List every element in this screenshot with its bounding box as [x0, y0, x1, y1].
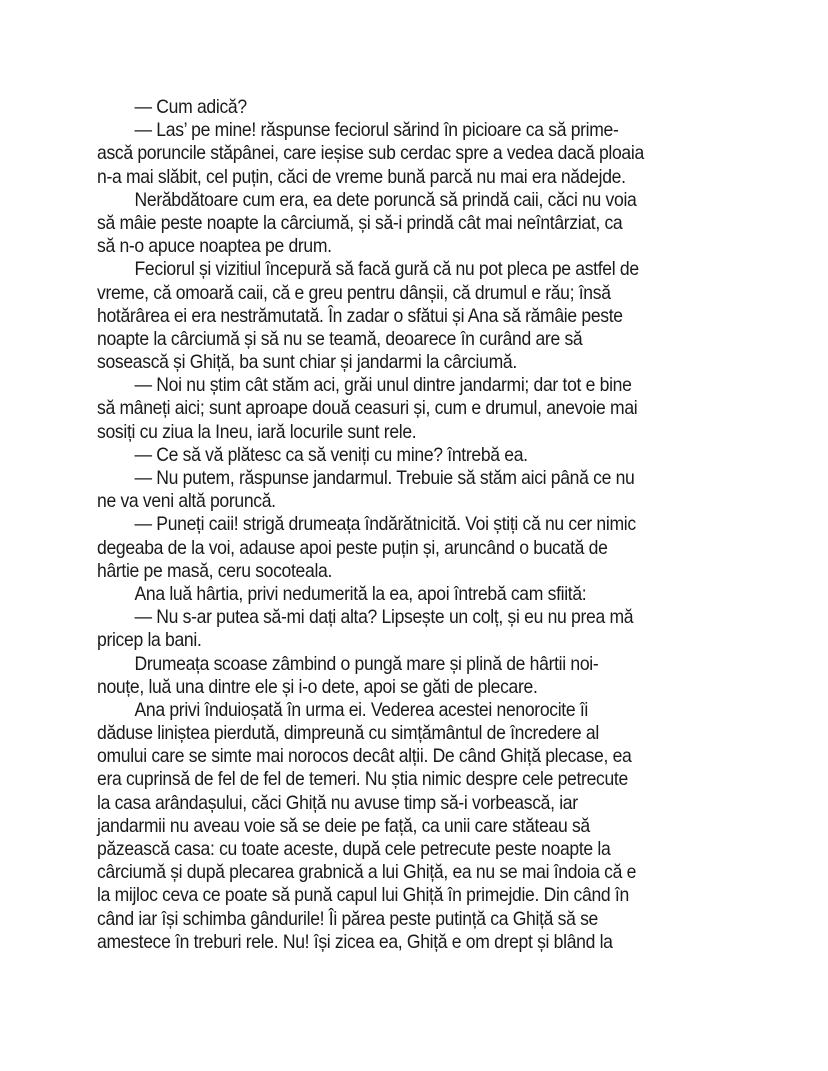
text-line: degeaba de la voi, adause apoi peste puțin și, aruncând o bucată de [97, 537, 608, 559]
text-line: pricep la bani. [97, 630, 202, 652]
text-line: nouțe, luă una dintre ele și i-o dete, apoi se găti de plecare. [97, 676, 538, 698]
text-line: la casa arândașului, căci Ghiță nu avuse timp să-i vorbească, iar [97, 792, 578, 814]
document-page [97, 96, 756, 954]
text-line: să n-o apuce noaptea pe drum. [97, 236, 332, 258]
text-line: — Noi nu știm cât stăm aci, grăi unul dintre jandarmi; dar tot e bine [134, 375, 632, 397]
text-line: era cuprinsă de fel de fel de temeri. Nu știa nimic despre cele petrecute [97, 769, 628, 791]
text-line: amestece în treburi rele. Nu! își zicea ea, Ghiță e om drept și blând la [97, 931, 613, 953]
text-line: sosească și Ghiță, ba sunt chiar și jandarmi la cârciumă. [97, 352, 517, 374]
text-line: când iar își schimba gândurile! Îi părea peste putință ca Ghiță să se [97, 908, 599, 930]
text-line: — Nu s-ar putea să-mi dați alta? Lipsește un colț, și eu nu prea mă [134, 607, 634, 629]
text-line: hotărârea ei era nestrămutată. În zadar o sfătui și Ana să rămâie peste [97, 305, 623, 327]
text-line: Ana privi înduioșată în urma ei. Vederea acestei nenorocite îi [134, 699, 588, 721]
text-line: sosiți cu ziua la Ineu, iară locurile sunt rele. [97, 421, 417, 443]
text-line: dăduse liniștea pierdută, dimpreună cu simțământul de încredere al [97, 723, 599, 745]
text-line: omului care se simte mai norocos decât alții. De când Ghiță plecase, ea [97, 746, 632, 768]
text-line: — Las’ pe mine! răspunse feciorul sărind în picioare ca să prime- [134, 120, 619, 142]
text-line: — Cum adică? [134, 97, 247, 118]
text-line: noapte la cârciumă și să nu se teamă, deoarece în curând are să [97, 328, 583, 350]
text-line: Drumeața scoase zâmbind o pungă mare și plină de hârtii noi- [134, 653, 599, 675]
text-line: jandarmii nu aveau voie să se deie pe față, ca unii care stăteau să [97, 815, 590, 837]
text-line: la mijloc ceva ce poate să pună capul lui Ghiță în primejdie. Din când în [97, 885, 629, 907]
text-line: cârciumă și după plecarea grabnică a lui Ghiță, ea nu se mai îndoia că e [97, 862, 637, 884]
text-line: — Nu putem, răspunse jandarmul. Trebuie să stăm aici până ce nu [134, 468, 635, 489]
text-line: n-a mai slăbit, cel puțin, căci de vreme bună parcă nu mai era nădejde. [97, 166, 626, 188]
text-line: să mâneți aici; sunt aproape două ceasuri și, cum e drumul, anevoie mai [97, 398, 638, 420]
text-line: păzească casa: cu toate aceste, după cele petrecute peste noapte la [97, 839, 611, 860]
text-line: ască poruncile stăpânei, care ieșise sub cerdac spre a vedea dacă ploaia [97, 143, 644, 165]
text-line: ne va veni altă poruncă. [97, 491, 276, 513]
text-line: Feciorul și vizitiul începură să facă gură că nu pot pleca pe astfel de [134, 259, 639, 281]
text-line: — Puneți caii! strigă drumeața îndărătnicită. Voi știți că nu cer nimic [134, 514, 636, 536]
text-line: hârtie pe masă, ceru socoteala. [97, 560, 333, 582]
text-line: — Ce să vă plătesc ca să veniți cu mine? întrebă ea. [134, 444, 528, 466]
text-line: Nerăbdătoare cum era, ea dete poruncă să prindă caii, căci nu voia [134, 189, 637, 211]
text-line: să mâie peste noapte la cârciumă, și să-i prindă cât mai neîntârziat, ca [97, 212, 623, 234]
text-line: Ana luă hârtia, privi nedumerită la ea, apoi întrebă cam sfiită: [134, 583, 587, 605]
text-line: vreme, că omoară caii, că e greu pentru dânșii, că drumul e rău; însă [97, 282, 611, 304]
